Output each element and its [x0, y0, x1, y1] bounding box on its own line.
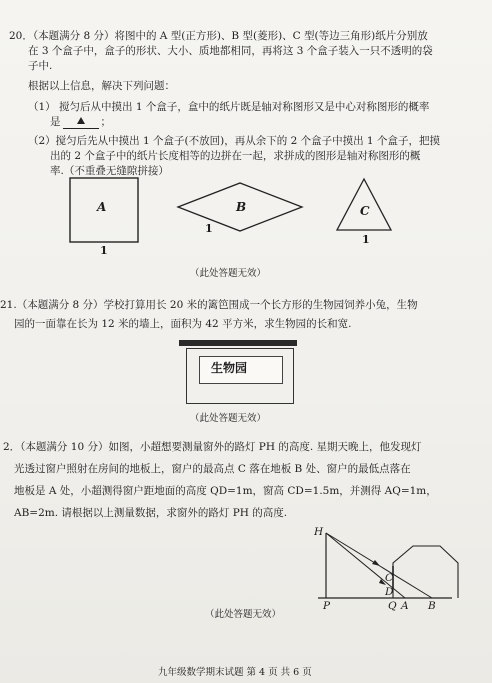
point-b-label: B: [428, 600, 436, 612]
triangle-side-label: 1: [362, 233, 370, 246]
q20-line-3: 子中.: [28, 60, 53, 72]
square-side-label: 1: [100, 244, 108, 257]
point-c-label: C: [385, 572, 394, 584]
q20-line-1: 20．（本题满分 8 分）将图中的 A 型(正方形)、B 型(菱形)、C 型(等边三角形)纸片分别放: [9, 30, 428, 42]
q20-line-2: 在 3 个盒子中，盒子的形状、大小、质地都相同，再将这 3 个盒子装入一只不透明的袋: [28, 45, 433, 57]
q20-sub1-line-1: （1） 搅匀后从中摸出 1 个盒子，盒中的纸片既是轴对称图形又是中心对称图形的概率: [28, 101, 430, 113]
q20-sub2-line-3: 率.（不重叠无缝隙拼接）: [50, 165, 169, 177]
q22-line-1: 2．（本题满分 10 分）如图，小超想要测量窗外的路灯 PH 的高度. 星期天晚上，他发现灯: [3, 441, 422, 453]
rhombus-side-label: 1: [205, 222, 213, 235]
rhombus-label: B: [236, 200, 247, 214]
q20-instruction: 根据以上信息，解决下列问题：: [28, 80, 175, 92]
page-footer: 九年级数学期末试题 第 4 页 共 6 页: [158, 667, 312, 678]
q22-invalid-note: （此处答题无效）: [205, 609, 282, 620]
garden-sign-text: 生物园: [211, 361, 248, 375]
q20-sub2-line-2: 出的 2 个盒子中的纸片长度相等的边拼在一起，求拼成的图形是轴对称图形的概: [50, 150, 421, 162]
q20-sub2-line-1: （2）搅匀后先从中摸出 1 个盒子(不放回)，再从余下的 2 个盒子中摸出 1 个盒子，把摸: [28, 135, 440, 147]
point-d-label: D: [385, 586, 394, 598]
q22-line-4: AB=2m. 请根据以上测量数据，求窗外的路灯 PH 的高度.: [14, 507, 288, 519]
q22-line-3: 地板是 A 处，小超测得窗户距地面的高度 QD=1m，窗高 CD=1.5m，并测得 AQ=1m，: [14, 485, 437, 497]
q21-line-1: 21.（本题满分 8 分）学校打算用长 20 米的篱笆围成一个长方形的生物园饲养小兔，生物: [0, 299, 418, 311]
q20-invalid-note: （此处答题无效）: [190, 268, 267, 279]
square-label: A: [97, 200, 107, 214]
q20-sub1-prefix: 是: [50, 116, 61, 128]
point-p-label: P: [323, 600, 331, 612]
point-h-label: H: [314, 526, 324, 538]
point-q-label: Q: [388, 600, 397, 612]
triangle-label: C: [360, 204, 370, 218]
point-a-label: A: [401, 600, 409, 612]
q22-line-2: 光透过窗户照射在房间的地板上，窗户的最高点 C 落在地板 B 处、窗户的最低点落在: [14, 463, 411, 475]
q21-invalid-note: （此处答题无效）: [190, 413, 267, 424]
q21-line-2: 园的一面靠在长为 12 米的墙上，面积为 42 平方米，求生物园的长和宽.: [14, 318, 352, 330]
q20-sub1-suffix: ；: [100, 116, 111, 128]
